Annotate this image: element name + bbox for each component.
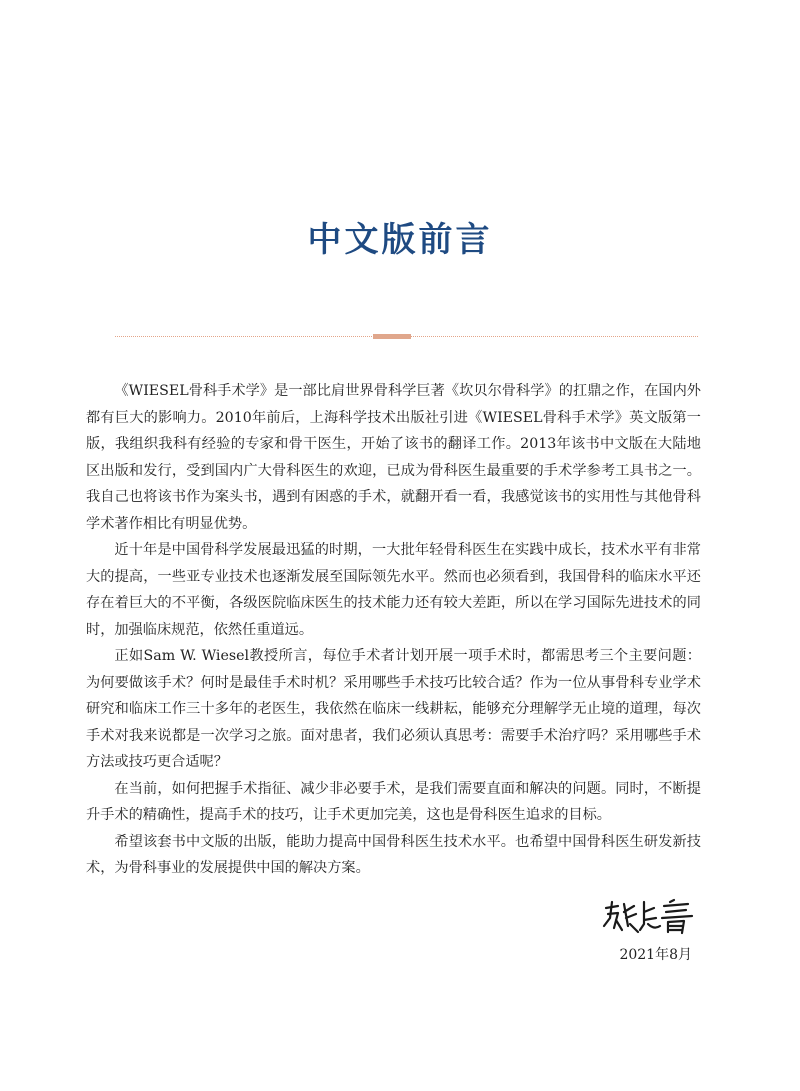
paragraph-5: 希望该套书中文版的出版，能助力提高中国骨科医生技术水平。也希望中国骨科医生研发新技术，为骨科事业的发展提供中国的解决方案。 — [86, 833, 701, 876]
preface-body — [86, 378, 701, 882]
paragraph-1: 《WIESEL骨科手术学》是一部比肩世界骨科学巨著《坎贝尔骨科学》的扛鼎之作，在国内外都有巨大的影响力。2010年前后，上海科学技术出版社引进《WIESEL骨科手术学》英文版第一版，我组织我科有经验的专家和骨干医生，开始了该书的翻译工作。2013年该书中文版在大陆地区出版和发行，受到国内广大骨科医生的欢迎，已成为骨科医生最重要的手术学参考工具书之一。我自己也将该书作为案头书，遇到有困惑的手术，就翻开看一看，我感觉该书的实用性与其他骨科学术著作相比有明显优势。 — [86, 383, 701, 532]
paragraph-2: 近十年是中国骨科学发展最迅猛的时期，一大批年轻骨科医生在实践中成长，技术水平有非常大的提高，一些亚专业技术也逐渐发展至国际领先水平。然而也必须看到，我国骨科的临床水平还存在着巨大的不平衡，各级医院临床医生的技术能力还有较大差距，所以在学习国际先进技术的同时，加强临床规范，依然任重道远。 — [86, 542, 701, 638]
paragraph-3: 正如Sam W. Wiesel教授所言，每位手术者计划开展一项手术时，都需思考三个主要问题：为何要做该手术？何时是最佳手术时机？采用哪些手术技巧比较合适？作为一位从事骨科专业学术研究和临床工作三十多年的老医生，我依然在临床一线耕耘，能够充分理解学无止境的道理，每次手术对我来说都是一次学习之旅。面对患者，我们必须认真思考：需要手术治疗吗？采用哪些手术方法或技巧更合适呢？ — [86, 648, 701, 770]
divider-accent — [373, 334, 411, 339]
paragraph-4: 在当前，如何把握手术指征、减少非必要手术，是我们需要直面和解决的问题。同时，不断提升手术的精确性，提高手术的技巧，让手术更加完美，这也是骨科医生追求的目标。 — [86, 780, 701, 823]
page-title: 中文版前言 — [307, 220, 493, 260]
handwritten-signature — [600, 896, 700, 936]
date-text: 2021年8月 — [619, 947, 692, 963]
